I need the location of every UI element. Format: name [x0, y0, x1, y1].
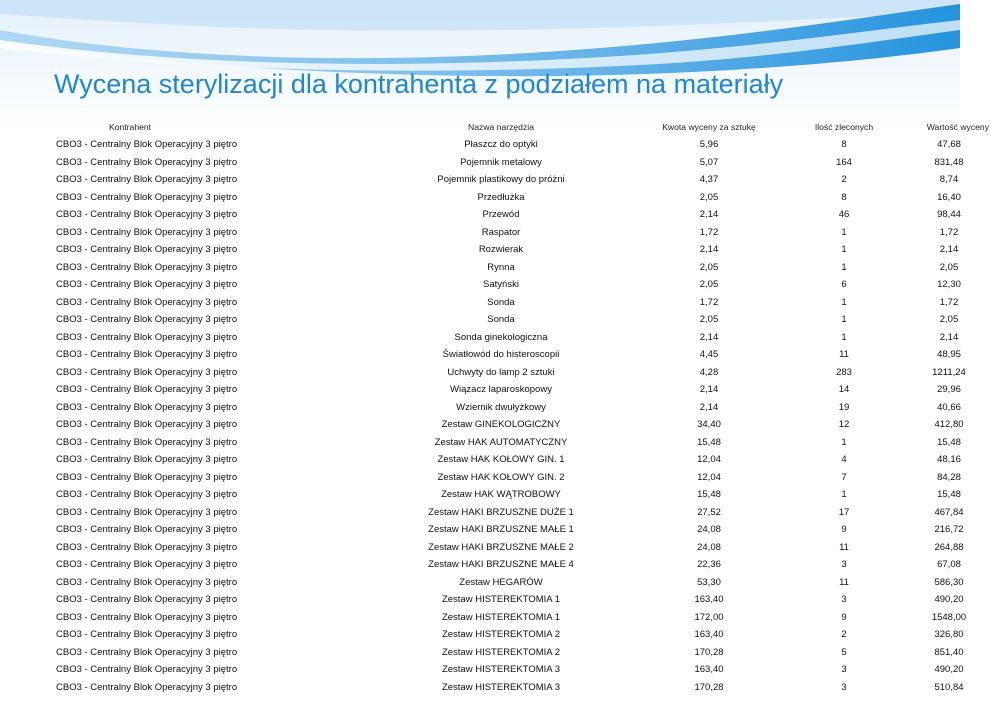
- cell-unit-price: 4,28: [699, 366, 719, 378]
- cell-unit-price: 163,40: [694, 629, 724, 640]
- cell-unit-price: 2,14: [699, 331, 719, 343]
- cell-contractor: CBO3 - Centralny Blok Operacyjny 3 piętro: [56, 331, 238, 343]
- cell-contractor: CBO3 - Centralny Blok Operacyjny 3 piętro: [56, 541, 238, 553]
- cell-contractor: CBO3 - Centralny Blok Operacyjny 3 piętro: [56, 139, 238, 150]
- cell-total-value: 84,28: [937, 471, 961, 483]
- cell-total-value: 67,08: [937, 559, 961, 570]
- cell-contractor: CBO3 - Centralny Blok Operacyjny 3 piętro: [56, 594, 238, 605]
- valuation-table: [40, 118, 999, 696]
- cell-contractor: CBO3 - Centralny Blok Operacyjny 3 piętro: [56, 191, 238, 203]
- cell-total-value: 1548,00: [931, 611, 967, 623]
- cell-quantity: 3: [841, 559, 847, 570]
- cell-tool-name: Rozwierak: [478, 244, 524, 255]
- cell-tool-name: Przewód: [482, 209, 520, 220]
- cell-tool-name: Wziernik dwułyżkowy: [456, 401, 546, 413]
- cell-contractor: CBO3 - Centralny Blok Operacyjny 3 piętro: [56, 681, 238, 693]
- cell-quantity: 1: [841, 296, 847, 308]
- cell-quantity: 46: [838, 209, 850, 220]
- cell-contractor: CBO3 - Centralny Blok Operacyjny 3 piętro: [56, 576, 238, 588]
- table-row: [40, 346, 999, 364]
- cell-unit-price: 27,52: [697, 506, 721, 518]
- cell-contractor: CBO3 - Centralny Blok Operacyjny 3 piętro: [56, 156, 238, 168]
- table-row: [40, 329, 999, 347]
- cell-unit-price: 2,05: [699, 261, 719, 273]
- cell-total-value: 264,88: [934, 541, 964, 553]
- header-contractor: Kontrahent: [109, 122, 152, 132]
- cell-tool-name: Sonda ginekologiczna: [454, 331, 548, 343]
- table-row: [40, 294, 999, 312]
- cell-quantity: 14: [838, 384, 850, 395]
- table-row: [40, 381, 999, 399]
- table-row: [40, 434, 999, 452]
- cell-total-value: 15,48: [937, 436, 961, 448]
- cell-quantity: 2: [841, 174, 847, 185]
- cell-total-value: 8,74: [939, 174, 959, 185]
- cell-tool-name: Sonda: [487, 296, 515, 308]
- cell-quantity: 11: [839, 541, 849, 553]
- cell-unit-price: 2,14: [699, 401, 719, 413]
- cell-tool-name: Wiązacz laparoskopowy: [450, 384, 552, 395]
- cell-contractor: CBO3 - Centralny Blok Operacyjny 3 piętro: [56, 401, 238, 413]
- table-row: [40, 399, 999, 417]
- cell-total-value: 40,66: [937, 401, 961, 413]
- cell-contractor: CBO3 - Centralny Blok Operacyjny 3 piętro: [56, 489, 238, 500]
- cell-quantity: 8: [841, 139, 847, 150]
- cell-unit-price: 170,28: [694, 681, 724, 693]
- cell-contractor: CBO3 - Centralny Blok Operacyjny 3 piętro: [56, 226, 238, 238]
- cell-contractor: CBO3 - Centralny Blok Operacyjny 3 piętro: [56, 454, 238, 465]
- cell-tool-name: Zestaw HISTEREKTOMIA 3: [441, 664, 561, 675]
- cell-total-value: 1211,24: [932, 366, 966, 378]
- cell-total-value: 851,40: [934, 646, 964, 658]
- cell-quantity: 9: [841, 611, 847, 623]
- table-row: [40, 679, 999, 697]
- cell-unit-price: 5,96: [699, 139, 719, 150]
- table-header-row: [40, 118, 999, 136]
- cell-quantity: 3: [841, 681, 847, 693]
- cell-total-value: 29,96: [937, 384, 961, 395]
- cell-tool-name: Uchwyty do lamp 2 sztuki: [447, 366, 555, 378]
- cell-unit-price: 172,00: [694, 611, 724, 623]
- cell-quantity: 1: [841, 314, 847, 325]
- cell-quantity: 12: [838, 419, 850, 430]
- cell-total-value: 831,48: [934, 156, 964, 168]
- cell-contractor: CBO3 - Centralny Blok Operacyjny 3 piętro: [56, 279, 238, 290]
- cell-tool-name: Rynna: [487, 261, 515, 273]
- table-row: [40, 259, 999, 277]
- cell-contractor: CBO3 - Centralny Blok Operacyjny 3 piętro: [56, 366, 238, 378]
- cell-unit-price: 24,08: [697, 524, 721, 535]
- cell-quantity: 1: [841, 489, 847, 500]
- table-row: [40, 469, 999, 487]
- cell-contractor: CBO3 - Centralny Blok Operacyjny 3 piętro: [56, 349, 238, 360]
- table-row: [40, 626, 999, 644]
- cell-tool-name: Zestaw HAK KOŁOWY GIN. 2: [437, 471, 565, 483]
- cell-quantity: 164: [836, 156, 852, 168]
- table-row: [40, 154, 999, 172]
- cell-unit-price: 163,40: [694, 594, 724, 605]
- cell-total-value: 586,30: [934, 576, 964, 588]
- cell-tool-name: Pojemnik metalowy: [460, 156, 542, 168]
- cell-total-value: 48,16: [937, 454, 961, 465]
- cell-tool-name: Zestaw HAK KOŁOWY GIN. 1: [437, 454, 565, 465]
- cell-unit-price: 2,05: [699, 279, 719, 290]
- table-header: [40, 118, 999, 136]
- cell-contractor: CBO3 - Centralny Blok Operacyjny 3 piętro: [56, 209, 238, 220]
- cell-total-value: 490,20: [934, 594, 964, 605]
- cell-contractor: CBO3 - Centralny Blok Operacyjny 3 piętro: [56, 436, 238, 448]
- cell-contractor: CBO3 - Centralny Blok Operacyjny 3 piętro: [56, 646, 238, 658]
- table-row: [40, 416, 999, 434]
- cell-tool-name: Zestaw HISTEREKTOMIA 1: [441, 594, 561, 605]
- table-row: [40, 276, 999, 294]
- cell-unit-price: 2,14: [699, 384, 719, 395]
- table-row: [40, 574, 999, 592]
- header-total-value: Wartość wyceny: [926, 122, 989, 132]
- cell-total-value: 467,84: [934, 506, 964, 518]
- cell-contractor: CBO3 - Centralny Blok Operacyjny 3 piętro: [56, 664, 238, 675]
- cell-tool-name: Zestaw HISTEREKTOMIA 3: [441, 681, 561, 693]
- table-row: [40, 364, 999, 382]
- cell-quantity: 3: [841, 594, 847, 605]
- cell-unit-price: 1,72: [699, 226, 719, 238]
- cell-total-value: 12,30: [937, 279, 961, 290]
- cell-total-value: 48,95: [937, 349, 961, 360]
- cell-unit-price: 2,05: [699, 314, 719, 325]
- cell-unit-price: 15,48: [697, 489, 721, 500]
- table-row: [40, 311, 999, 329]
- cell-unit-price: 24,08: [697, 541, 721, 553]
- cell-quantity: 7: [841, 471, 847, 483]
- cell-tool-name: Zestaw HEGARÓW: [459, 576, 543, 588]
- cell-unit-price: 5,07: [699, 156, 719, 168]
- table-row: [40, 171, 999, 189]
- cell-tool-name: Pojemnik plastikowy do próżni: [437, 174, 565, 185]
- table-row: [40, 539, 999, 557]
- cell-total-value: 2,14: [939, 244, 959, 255]
- table-row: [40, 189, 999, 207]
- table-row: [40, 206, 999, 224]
- table-row: [40, 504, 999, 522]
- cell-contractor: CBO3 - Centralny Blok Operacyjny 3 piętro: [56, 261, 238, 273]
- cell-unit-price: 22,36: [697, 559, 721, 570]
- cell-quantity: 1: [841, 331, 847, 343]
- cell-total-value: 1,72: [939, 226, 959, 238]
- cell-tool-name: Satyński: [483, 279, 519, 290]
- cell-quantity: 17: [838, 506, 850, 518]
- cell-contractor: CBO3 - Centralny Blok Operacyjny 3 piętro: [56, 611, 238, 623]
- cell-quantity: 11: [839, 349, 849, 360]
- cell-total-value: 15,48: [937, 489, 961, 500]
- cell-tool-name: Przedłużka: [477, 191, 525, 203]
- cell-tool-name: Światłowód do histeroscopii: [442, 349, 560, 360]
- cell-tool-name: Zestaw HAKI BRZUSZNE MAŁE 4: [428, 559, 574, 570]
- cell-unit-price: 163,40: [694, 664, 724, 675]
- table-row: [40, 451, 999, 469]
- table-body: [40, 136, 999, 696]
- table-row: [40, 486, 999, 504]
- cell-unit-price: 15,48: [697, 436, 721, 448]
- table-row: [40, 224, 999, 242]
- header-tool-name: Nazwa narzędzia: [468, 122, 534, 132]
- table-row: [40, 609, 999, 627]
- cell-quantity: 6: [841, 279, 847, 290]
- header-quantity: Ilość zleconych: [814, 122, 874, 132]
- cell-unit-price: 2,14: [699, 244, 719, 255]
- cell-quantity: 2: [841, 629, 847, 640]
- cell-quantity: 283: [836, 366, 852, 378]
- cell-contractor: CBO3 - Centralny Blok Operacyjny 3 piętro: [56, 296, 238, 308]
- cell-unit-price: 4,45: [699, 349, 719, 360]
- cell-contractor: CBO3 - Centralny Blok Operacyjny 3 piętro: [56, 629, 238, 640]
- table-row: [40, 661, 999, 679]
- cell-quantity: 1: [841, 261, 847, 273]
- cell-tool-name: Zestaw HISTEREKTOMIA 2: [441, 629, 561, 640]
- cell-quantity: 19: [838, 401, 850, 413]
- cell-contractor: CBO3 - Centralny Blok Operacyjny 3 piętro: [56, 384, 238, 395]
- cell-quantity: 8: [841, 191, 847, 203]
- cell-tool-name: Sonda: [487, 314, 515, 325]
- cell-tool-name: Zestaw GINEKOLOGICZNY: [441, 419, 561, 430]
- table-row: [40, 591, 999, 609]
- cell-total-value: 216,72: [934, 524, 964, 535]
- cell-quantity: 1: [841, 436, 847, 448]
- cell-tool-name: Płaszcz do optyki: [464, 139, 538, 150]
- cell-unit-price: 2,14: [699, 209, 719, 220]
- cell-tool-name: Zestaw HAK AUTOMATYCZNY: [434, 436, 568, 448]
- cell-tool-name: Zestaw HAK WĄTROBOWY: [441, 489, 561, 500]
- cell-total-value: 1,72: [939, 296, 959, 308]
- cell-contractor: CBO3 - Centralny Blok Operacyjny 3 piętro: [56, 314, 238, 325]
- cell-unit-price: 34,40: [697, 419, 721, 430]
- cell-total-value: 326,80: [934, 629, 964, 640]
- cell-total-value: 412,80: [934, 419, 964, 430]
- cell-contractor: CBO3 - Centralny Blok Operacyjny 3 piętro: [56, 559, 238, 570]
- cell-tool-name: Zestaw HAKI BRZUSZNE MAŁE 2: [428, 541, 574, 553]
- cell-unit-price: 1,72: [699, 296, 719, 308]
- cell-contractor: CBO3 - Centralny Blok Operacyjny 3 piętro: [56, 419, 238, 430]
- cell-total-value: 2,05: [939, 314, 959, 325]
- cell-quantity: 9: [841, 524, 847, 535]
- header-unit-price: Kwota wyceny za sztukę: [662, 122, 756, 132]
- cell-total-value: 2,14: [939, 331, 959, 343]
- cell-total-value: 490,20: [934, 664, 964, 675]
- table-row: [40, 644, 999, 662]
- cell-quantity: 3: [841, 664, 847, 675]
- cell-quantity: 11: [839, 576, 849, 588]
- table-row: [40, 136, 999, 154]
- cell-contractor: CBO3 - Centralny Blok Operacyjny 3 piętro: [56, 471, 238, 483]
- table-row: [40, 521, 999, 539]
- cell-total-value: 16,40: [937, 191, 961, 203]
- cell-total-value: 510,84: [934, 681, 964, 693]
- cell-unit-price: 4,37: [699, 174, 719, 185]
- cell-contractor: CBO3 - Centralny Blok Operacyjny 3 piętro: [56, 524, 238, 535]
- cell-tool-name: Raspator: [481, 226, 521, 238]
- cell-unit-price: 12,04: [697, 471, 721, 483]
- table-row: [40, 241, 999, 259]
- cell-unit-price: 170,28: [694, 646, 724, 658]
- cell-tool-name: Zestaw HISTEREKTOMIA 2: [441, 646, 561, 658]
- cell-quantity: 4: [841, 454, 847, 465]
- cell-unit-price: 2,05: [699, 191, 719, 203]
- cell-unit-price: 53,30: [697, 576, 721, 588]
- cell-contractor: CBO3 - Centralny Blok Operacyjny 3 piętro: [56, 506, 238, 518]
- page-title: Wycena sterylizacji dla kontrahenta z podziałem na materiały: [54, 69, 784, 99]
- cell-tool-name: Zestaw HISTEREKTOMIA 1: [441, 611, 561, 623]
- cell-quantity: 1: [841, 226, 847, 238]
- table-row: [40, 556, 999, 574]
- cell-total-value: 47,68: [937, 139, 961, 150]
- cell-quantity: 5: [841, 646, 847, 658]
- cell-total-value: 2,05: [939, 261, 959, 273]
- cell-unit-price: 12,04: [697, 454, 721, 465]
- cell-total-value: 98,44: [937, 209, 961, 220]
- cell-contractor: CBO3 - Centralny Blok Operacyjny 3 piętro: [56, 174, 238, 185]
- cell-tool-name: Zestaw HAKI BRZUSZNE MAŁE 1: [428, 524, 574, 535]
- cell-tool-name: Zestaw HAKI BRZUSZNE DUŻE 1: [428, 506, 574, 518]
- cell-quantity: 1: [841, 244, 847, 255]
- cell-contractor: CBO3 - Centralny Blok Operacyjny 3 piętro: [56, 244, 238, 255]
